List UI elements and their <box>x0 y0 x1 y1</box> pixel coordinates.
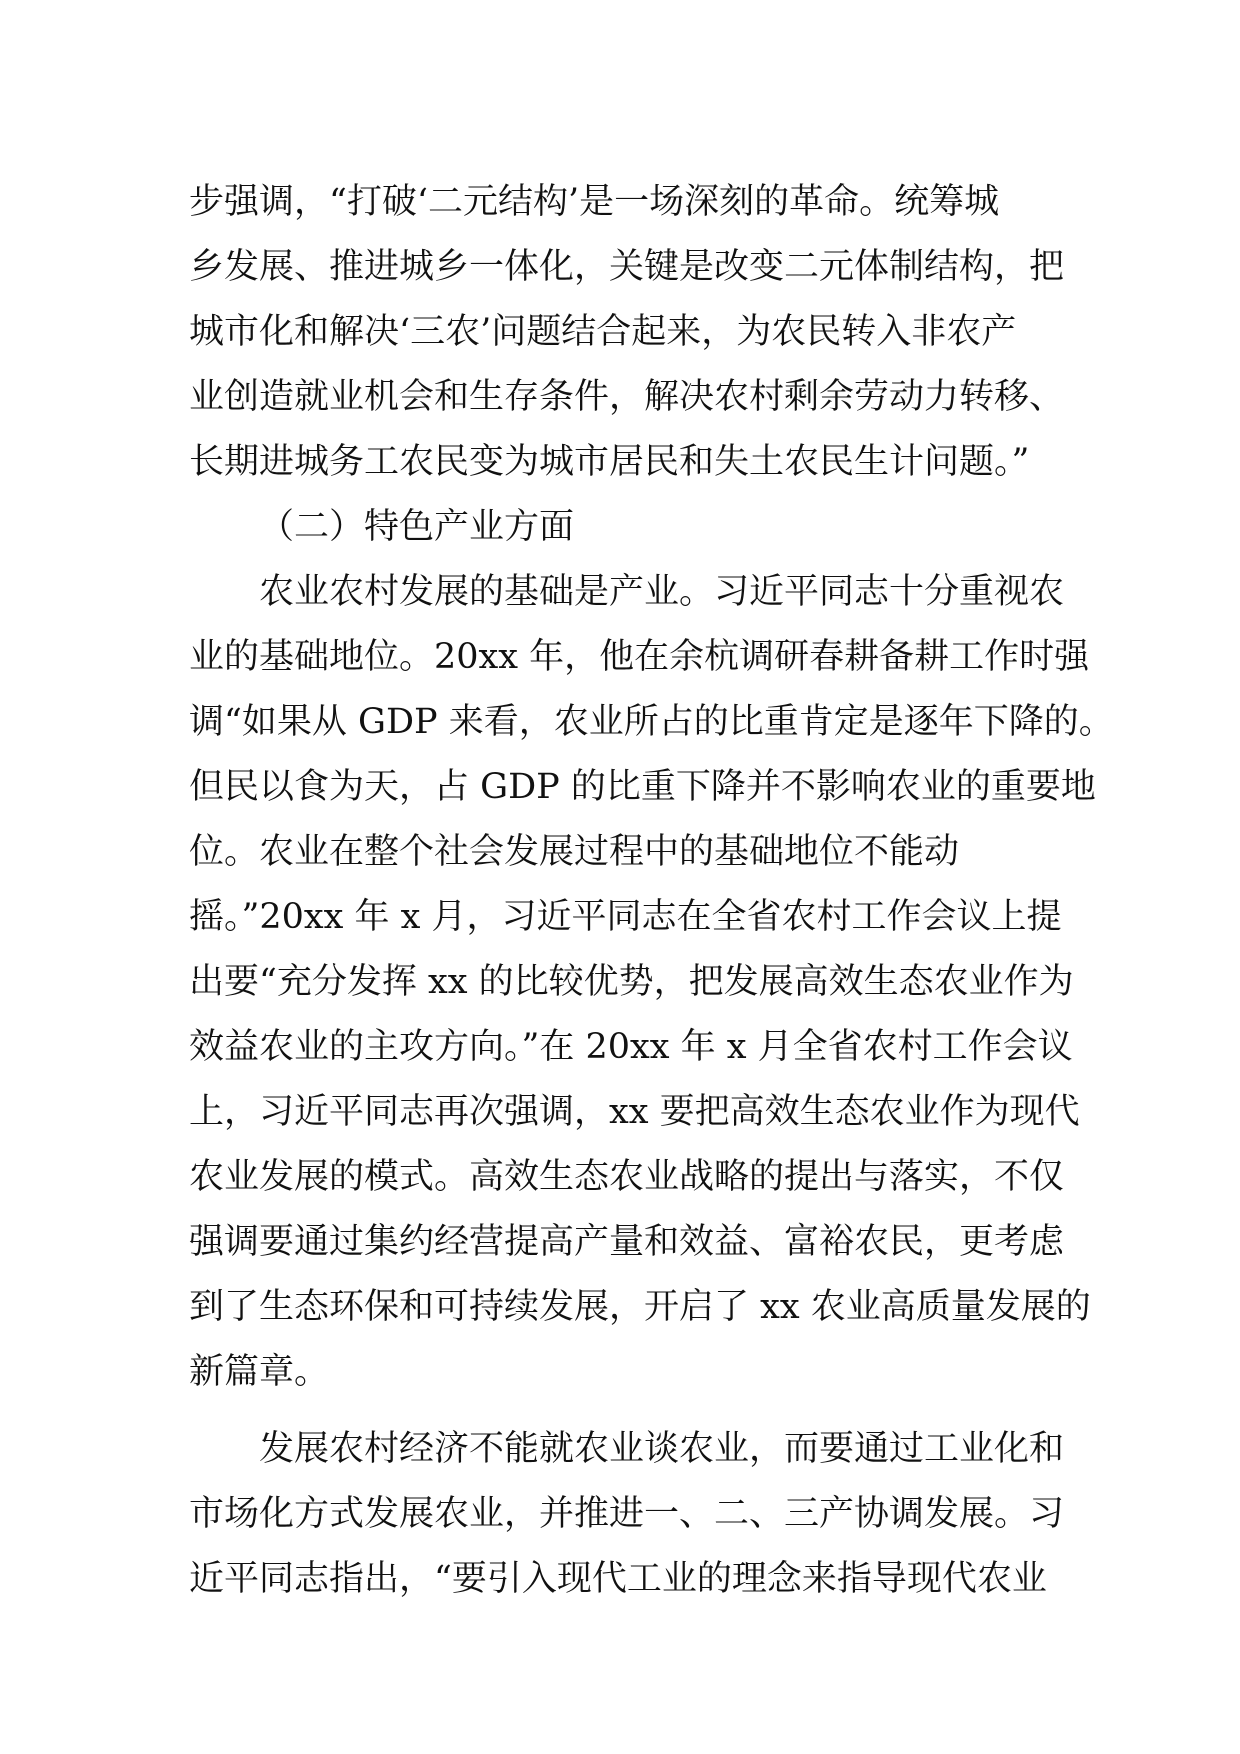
text-line: 农业农村发展的基础是产业。习近平同志十分重视农 <box>189 572 1065 612</box>
text-line: 发展农村经济不能就农业谈农业，而要通过工业化和 <box>189 1429 1065 1469</box>
paragraph-featured-industry <box>189 560 1114 1405</box>
section-heading <box>189 495 1069 560</box>
text-line: 农业发展的模式。高效生态农业战略的提出与落实，不仅 <box>189 1157 1065 1197</box>
text-line: 出要“充分发挥 xx 的比较优势，把发展高效生态农业作为 <box>189 962 1074 1002</box>
text-line: 效益农业的主攻方向。”在 20xx 年 x 月全省农村工作会议 <box>189 1027 1073 1067</box>
text-line: 新篇章。 <box>189 1352 330 1392</box>
text-line: 调“如果从 GDP 来看，农业所占的比重肯定是逐年下降的。 <box>189 702 1114 742</box>
paragraph-spacer <box>189 1405 1069 1417</box>
text-line: 市场化方式发展农业，并推进一、二、三产协调发展。习 <box>189 1494 1065 1534</box>
text-line: 位。农业在整个社会发展过程中的基础地位不能动 <box>189 832 960 872</box>
text-line: 长期进城务工农民变为城市居民和失土农民生计问题。” <box>189 442 1030 482</box>
text-line: 近平同志指出，“要引入现代工业的理念来指导现代农业 <box>189 1559 1047 1599</box>
text-line: 上，习近平同志再次强调，xx 要把高效生态农业作为现代 <box>189 1092 1080 1132</box>
text-line: 城市化和解决‘三农’问题结合起来，为农民转入非农产 <box>189 312 1017 352</box>
section-heading-text: （二）特色产业方面 <box>259 507 575 547</box>
text-line: 强调要通过集约经营提高产量和效益、富裕农民，更考虑 <box>189 1222 1065 1262</box>
text-line: 乡发展、推进城乡一体化，关键是改变二元体制结构，把 <box>189 247 1065 287</box>
text-line: 步强调，“打破‘二元结构’是一场深刻的革命。统筹城 <box>189 182 1000 222</box>
text-line: 业的基础地位。20xx 年，他在余杭调研春耕备耕工作时强 <box>189 637 1090 677</box>
text-line: 业创造就业机会和生存条件，解决农村剩余劳动力转移、 <box>189 377 1065 417</box>
paragraph-rural-economy <box>189 1417 1069 1612</box>
document-body <box>189 170 1114 1612</box>
text-line: 摇。”20xx 年 x 月，习近平同志在全省农村工作会议上提 <box>189 897 1062 937</box>
paragraph-urban-rural <box>189 170 1069 495</box>
text-line: 到了生态环保和可持续发展，开启了 xx 农业高质量发展的 <box>189 1287 1091 1327</box>
text-line: 但民以食为天，占 GDP 的比重下降并不影响农业的重要地 <box>189 767 1096 807</box>
